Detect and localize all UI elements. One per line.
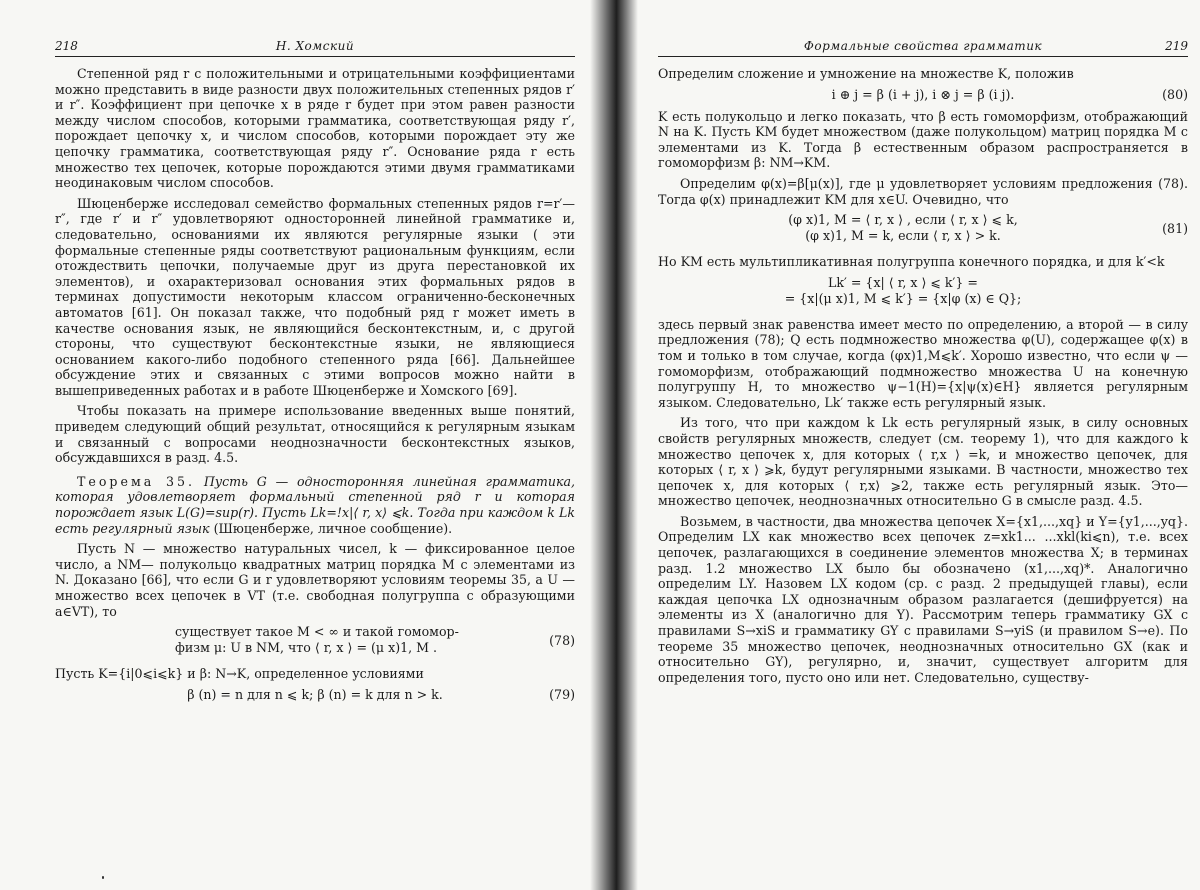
paragraph: Но KM есть мультипликативная полугруппа конечного порядка, и для k′<k: [658, 254, 1165, 270]
formula-lk: [658, 275, 1188, 311]
left-running-title: Н. Хомский: [275, 39, 355, 53]
right-page-number: 219: [1165, 39, 1188, 53]
paragraph: здесь первый знак равенства имеет место по определению, а второй — в силу предложения (78); Q есть подмножество множества φ(U), содержащее φ(x) в том и только в том случае, когда (φx)1,M⩽k′. Хорошо известно, что если ψ — гомоморфизм, отображающий подмножество множества U на конечную полугруппу H, то множество ψ−1(H)={x|ψ(x)∈H} является регулярным языком. Следовательно, Lk′ также есть регулярный язык.: [658, 316, 1188, 410]
left-page: [0, 0, 590, 890]
paragraph: Возьмем, в частности, два множества цепочек X={x1,...,xq} и Y={y1,...,yq}. Определим LX как множество всех цепочек z=xk1... ...xkl(ki⩽n), т.е. всех цепочек, разлагающихся в соединение элементов множества X; в терминах разд. 1.2 множество LX было бы обозначено (x1,...,xq)*. Аналогично определим LY. Назовем LX кодом (ср. с разд. 2 предыдущей главы), если каждая цепочка LX однозначным образом разлагается (дешифруется) на элементы из X (аналогично для Y). Рассмотрим теперь грамматику GX с правилами S→xiS и грамматику GY с правилами S→yiS (и правилом S→e). По теореме 35 множество цепочек, неоднозначных относительно GX (как и относительно GY), регулярно, и, значит, существует алгоритм для определения того, пусто оно или нет. Следовательно, существу-: [658, 513, 1188, 685]
formula-79: [55, 687, 575, 703]
print-speck: [102, 876, 104, 879]
right-page: [638, 0, 1200, 890]
theorem-note: (Шюценберже, личное сообщение).: [213, 520, 453, 536]
right-running-head: [658, 38, 1188, 57]
formula-lk-line2: = {x|(μ x)1, M ⩽ k′} = {x|φ (x) ∈ Q};: [784, 290, 1022, 306]
formula-lk-line1: Lk′ = {x| ⟨ r, x ⟩ ⩽ k′} =: [828, 274, 978, 290]
formula-81: [658, 212, 1188, 248]
left-page-number: 218: [55, 39, 78, 53]
formula-80-text: i ⊕ j = β (i + j), i ⊗ j = β (i j).: [831, 86, 1015, 102]
paragraph: Определим φ(x)=β[μ(x)], где μ удовлетворяет условиям предложения (78). Тогда φ(x) принадлежит KM для x∈U. Очевидно, что: [658, 175, 1188, 207]
left-page-body: [55, 66, 575, 709]
equation-number-78: (78): [549, 633, 575, 649]
equation-number-81: (81): [1162, 221, 1188, 237]
formula-78: [55, 624, 575, 660]
right-running-title: Формальные свойства грамматик: [803, 39, 1043, 53]
paragraph: Степенной ряд r с положительными и отрицательными коэффициентами можно представить в виде разности двух положительных степенных рядов r′ и r″. Коэффициент при цепочке x в ряде r будет при этом равен разности между числом способов, которыми грамматика, соответствующая ряду r′, порождает цепочку x, и числом способов, которыми порождает эту же цепочку грамматика, соответствующая ряду r″. Основание ряда r есть множество тех цепочек, которые порождаются этими двумя грамматиками неодинаковым числом способов.: [55, 66, 575, 191]
theorem-label: Теорема 35.: [77, 473, 196, 489]
paragraph: Шюценберже исследовал семейство формальных степенных рядов r=r′—r″, где r′ и r″ удовлетворяют односторонней линейной грамматике и, следовательно, основаниями их являются регулярные языки ( эти формальные степенные ряды соответствуют рациональным функциям, если отождествить цепочки, получаемые друг из друга перестановкой их элементов), и охарактеризовал основания этих формальных рядов в терминах допустимости некоторым классом ограниченно-бесконечных автоматов [61]. Он показал также, что подобный ряд r может иметь в качестве основания язык, не являющийся бесконтекстным, и, с другой стороны, что существуют бесконтекстные языки, не являющиеся основанием какого-либо подобного степенного ряда [66]. Дальнейшее обсуждение этих и связанных с этими вопросов можно найти в вышеприведенных работах и в работе Шюценберже и Хомского [69].: [55, 195, 575, 398]
paragraph: K есть полукольцо и легко показать, что β есть гомоморфизм, отображающий N на K. Пусть KM будет множеством (даже полукольцом) матриц порядка M с элементами из K. Тогда β естественным образом распространяется в гомоморфизм β: NM→KM.: [658, 108, 1188, 171]
paragraph: Определим сложение и умножение на множестве K, положив: [658, 66, 1074, 81]
formula-79-text: β (n) = n для n ⩽ k; β (n) = k для n > k.: [187, 686, 443, 702]
equation-number-80: (80): [1162, 86, 1188, 102]
right-page-body: [658, 66, 1188, 690]
theorem-statement: Пусть G — односторонняя линейная грамматика, которая удовлетворяет формальный степенной ряд r и которая порождает язык L(G)=sup(r). Пусть Lk=!x|⟨ r, x⟩ ⩽k. Тогда при каждом k Lk есть регулярный язык: [55, 473, 575, 536]
paragraph: Пусть N — множество натуральных чисел, k — фиксированное целое число, а NM— полукольцо квадратных матриц порядка M с элементами из N. Доказано [66], что если G и r удовлетворяют условиям теоремы 35, а U — множество всех цепочек в VT (т.е. свободная полугруппа с образующими a∈VT), то: [55, 541, 575, 619]
formula-80: [658, 87, 1188, 103]
formula-78-line1: существует такое M < ∞ и такой гомомор-: [175, 624, 459, 640]
formula-81-line2: (φ x)1, M = k, если ⟨ r, x ⟩ > k.: [805, 228, 1001, 244]
formula-78-line2: физм μ: U в NM, что ⟨ r, x ⟩ = (μ x)1, M .: [175, 640, 438, 656]
formula-81-line1: (φ x)1, M = ⟨ r, x ⟩ , если ⟨ r, x ⟩ ⩽ k,: [788, 212, 1018, 228]
paragraph: Из того, что при каждом k Lk есть регулярный язык, в силу основных свойств регулярных множеств, следует (см. теорему 1), что для каждого k множество цепочек x, для которых ⟨ r,x ⟩ =k, и множество цепочек, для которых ⟨ r, x ⟩ ⩾k, будут регулярными языками. В частности, множество тех цепочек x, для которых ⟨ r,x⟩ ⩾2, также есть регулярный язык. Это—множество цепочек, неоднозначных относительно G в смысле разд. 4.5.: [658, 415, 1188, 509]
paragraph: Пусть K={i|0⩽i⩽k} и β: N→K, определенное условиями: [55, 666, 424, 682]
book-gutter: [590, 0, 638, 890]
paragraph: Чтобы показать на примере использование введенных выше понятий, приведем следующий общий результат, относящийся к регулярным языкам и связанный с вопросами неоднозначности бесконтекстных языков, обсуждавшихся в разд. 4.5.: [55, 403, 575, 466]
equation-number-79: (79): [549, 686, 575, 702]
theorem-35: [55, 474, 575, 536]
left-running-head: [55, 38, 575, 57]
